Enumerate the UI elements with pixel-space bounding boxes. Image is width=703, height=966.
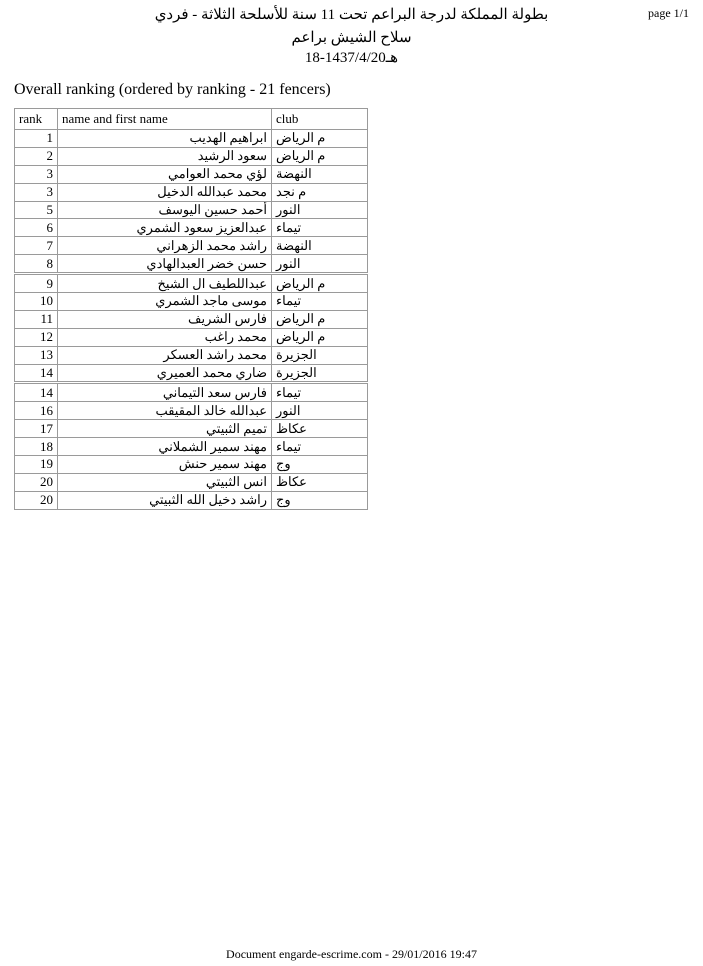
club-cell: م نجد bbox=[272, 183, 368, 201]
club-cell: النور bbox=[272, 201, 368, 219]
name-cell: عبداللطيف ال الشيخ bbox=[58, 274, 272, 293]
club-cell: الجزيرة bbox=[272, 364, 368, 383]
rank-cell: 14 bbox=[15, 364, 58, 383]
rank-cell: 13 bbox=[15, 346, 58, 364]
table-row bbox=[15, 383, 368, 402]
club-cell: م الرياض bbox=[272, 130, 368, 148]
club-cell: عكاظ bbox=[272, 420, 368, 438]
club-cell: النهضة bbox=[272, 165, 368, 183]
rank-cell: 8 bbox=[15, 255, 58, 274]
table-row bbox=[15, 473, 368, 491]
club-cell: تيماء bbox=[272, 438, 368, 456]
name-cell: محمد عبدالله الدخيل bbox=[58, 183, 272, 201]
table-row bbox=[15, 364, 368, 383]
table-row bbox=[15, 255, 368, 274]
table-row bbox=[15, 237, 368, 255]
table-header-row bbox=[15, 109, 368, 130]
rank-cell: 5 bbox=[15, 201, 58, 219]
page-number: page 1/1 bbox=[648, 6, 689, 20]
name-cell: ضاري محمد العميري bbox=[58, 364, 272, 383]
club-cell: وج bbox=[272, 456, 368, 474]
club-cell: م الرياض bbox=[272, 310, 368, 328]
rank-cell: 20 bbox=[15, 491, 58, 509]
table-row bbox=[15, 491, 368, 509]
table-row bbox=[15, 456, 368, 474]
rank-cell: 9 bbox=[15, 274, 58, 293]
club-cell: الجزيرة bbox=[272, 346, 368, 364]
name-cell: فارس الشريف bbox=[58, 310, 272, 328]
name-cell: تميم الثبيتي bbox=[58, 420, 272, 438]
name-cell: عبدالعزيز سعود الشمري bbox=[58, 219, 272, 237]
rank-cell: 11 bbox=[15, 310, 58, 328]
rank-cell: 6 bbox=[15, 219, 58, 237]
table-row bbox=[15, 274, 368, 293]
name-cell: ابراهيم الهديب bbox=[58, 130, 272, 148]
name-cell: محمد راشد العسكر bbox=[58, 346, 272, 364]
name-cell: محمد راغب bbox=[58, 328, 272, 346]
document-footer: Document engarde-escrime.com - 29/01/2016 19:47 bbox=[226, 947, 477, 961]
rank-cell: 1 bbox=[15, 130, 58, 148]
table-row bbox=[15, 147, 368, 165]
rank-cell: 17 bbox=[15, 420, 58, 438]
name-cell: عبدالله خالد المقيقب bbox=[58, 402, 272, 420]
name-cell: راشد دخيل الله الثبيتي bbox=[58, 491, 272, 509]
rank-cell: 2 bbox=[15, 147, 58, 165]
club-cell: النور bbox=[272, 402, 368, 420]
table-row bbox=[15, 201, 368, 219]
rank-cell: 12 bbox=[15, 328, 58, 346]
table-row bbox=[15, 346, 368, 364]
club-cell: م الرياض bbox=[272, 328, 368, 346]
club-cell: تيماء bbox=[272, 383, 368, 402]
name-cell: مهند سمير الشملاني bbox=[58, 438, 272, 456]
weapon-category: سلاح الشيش براعم bbox=[291, 30, 412, 46]
name-cell: لؤي محمد العوامي bbox=[58, 165, 272, 183]
rank-cell: 19 bbox=[15, 456, 58, 474]
table-row bbox=[15, 130, 368, 148]
name-cell: راشد محمد الزهراني bbox=[58, 237, 272, 255]
column-header-club: club bbox=[272, 109, 368, 130]
table-row bbox=[15, 183, 368, 201]
table-row bbox=[15, 420, 368, 438]
club-cell: النور bbox=[272, 255, 368, 274]
rank-cell: 3 bbox=[15, 183, 58, 201]
rank-cell: 14 bbox=[15, 383, 58, 402]
rank-cell: 20 bbox=[15, 473, 58, 491]
club-cell: تيماء bbox=[272, 219, 368, 237]
name-cell: موسى ماجد الشمري bbox=[58, 293, 272, 311]
column-header-rank: rank bbox=[15, 109, 58, 130]
name-cell: فارس سعد التيماني bbox=[58, 383, 272, 402]
club-cell: وج bbox=[272, 491, 368, 509]
rank-cell: 10 bbox=[15, 293, 58, 311]
club-cell: تيماء bbox=[272, 293, 368, 311]
rank-cell: 16 bbox=[15, 402, 58, 420]
column-header-name: name and first name bbox=[58, 109, 272, 130]
competition-date: 18-1437/4/20هـ bbox=[304, 50, 399, 66]
table-row bbox=[15, 165, 368, 183]
name-cell: انس الثبيتي bbox=[58, 473, 272, 491]
name-cell: أحمد حسين اليوسف bbox=[58, 201, 272, 219]
ranking-table bbox=[14, 108, 368, 510]
name-cell: حسن خضر العبدالهادي bbox=[58, 255, 272, 274]
table-row bbox=[15, 219, 368, 237]
rank-cell: 18 bbox=[15, 438, 58, 456]
table-row bbox=[15, 438, 368, 456]
table-row bbox=[15, 402, 368, 420]
table-row bbox=[15, 310, 368, 328]
section-title: Overall ranking (ordered by ranking - 21 fencers) bbox=[14, 81, 331, 98]
club-cell: النهضة bbox=[272, 237, 368, 255]
name-cell: مهند سمير حنش bbox=[58, 456, 272, 474]
table-row bbox=[15, 328, 368, 346]
club-cell: م الرياض bbox=[272, 274, 368, 293]
rank-cell: 7 bbox=[15, 237, 58, 255]
table-row bbox=[15, 293, 368, 311]
rank-cell: 3 bbox=[15, 165, 58, 183]
club-cell: عكاظ bbox=[272, 473, 368, 491]
name-cell: سعود الرشيد bbox=[58, 147, 272, 165]
club-cell: م الرياض bbox=[272, 147, 368, 165]
competition-title: بطولة المملكة لدرجة البراعم تحت 11 سنة للأسلحة الثلاثة - فردي bbox=[154, 7, 549, 23]
